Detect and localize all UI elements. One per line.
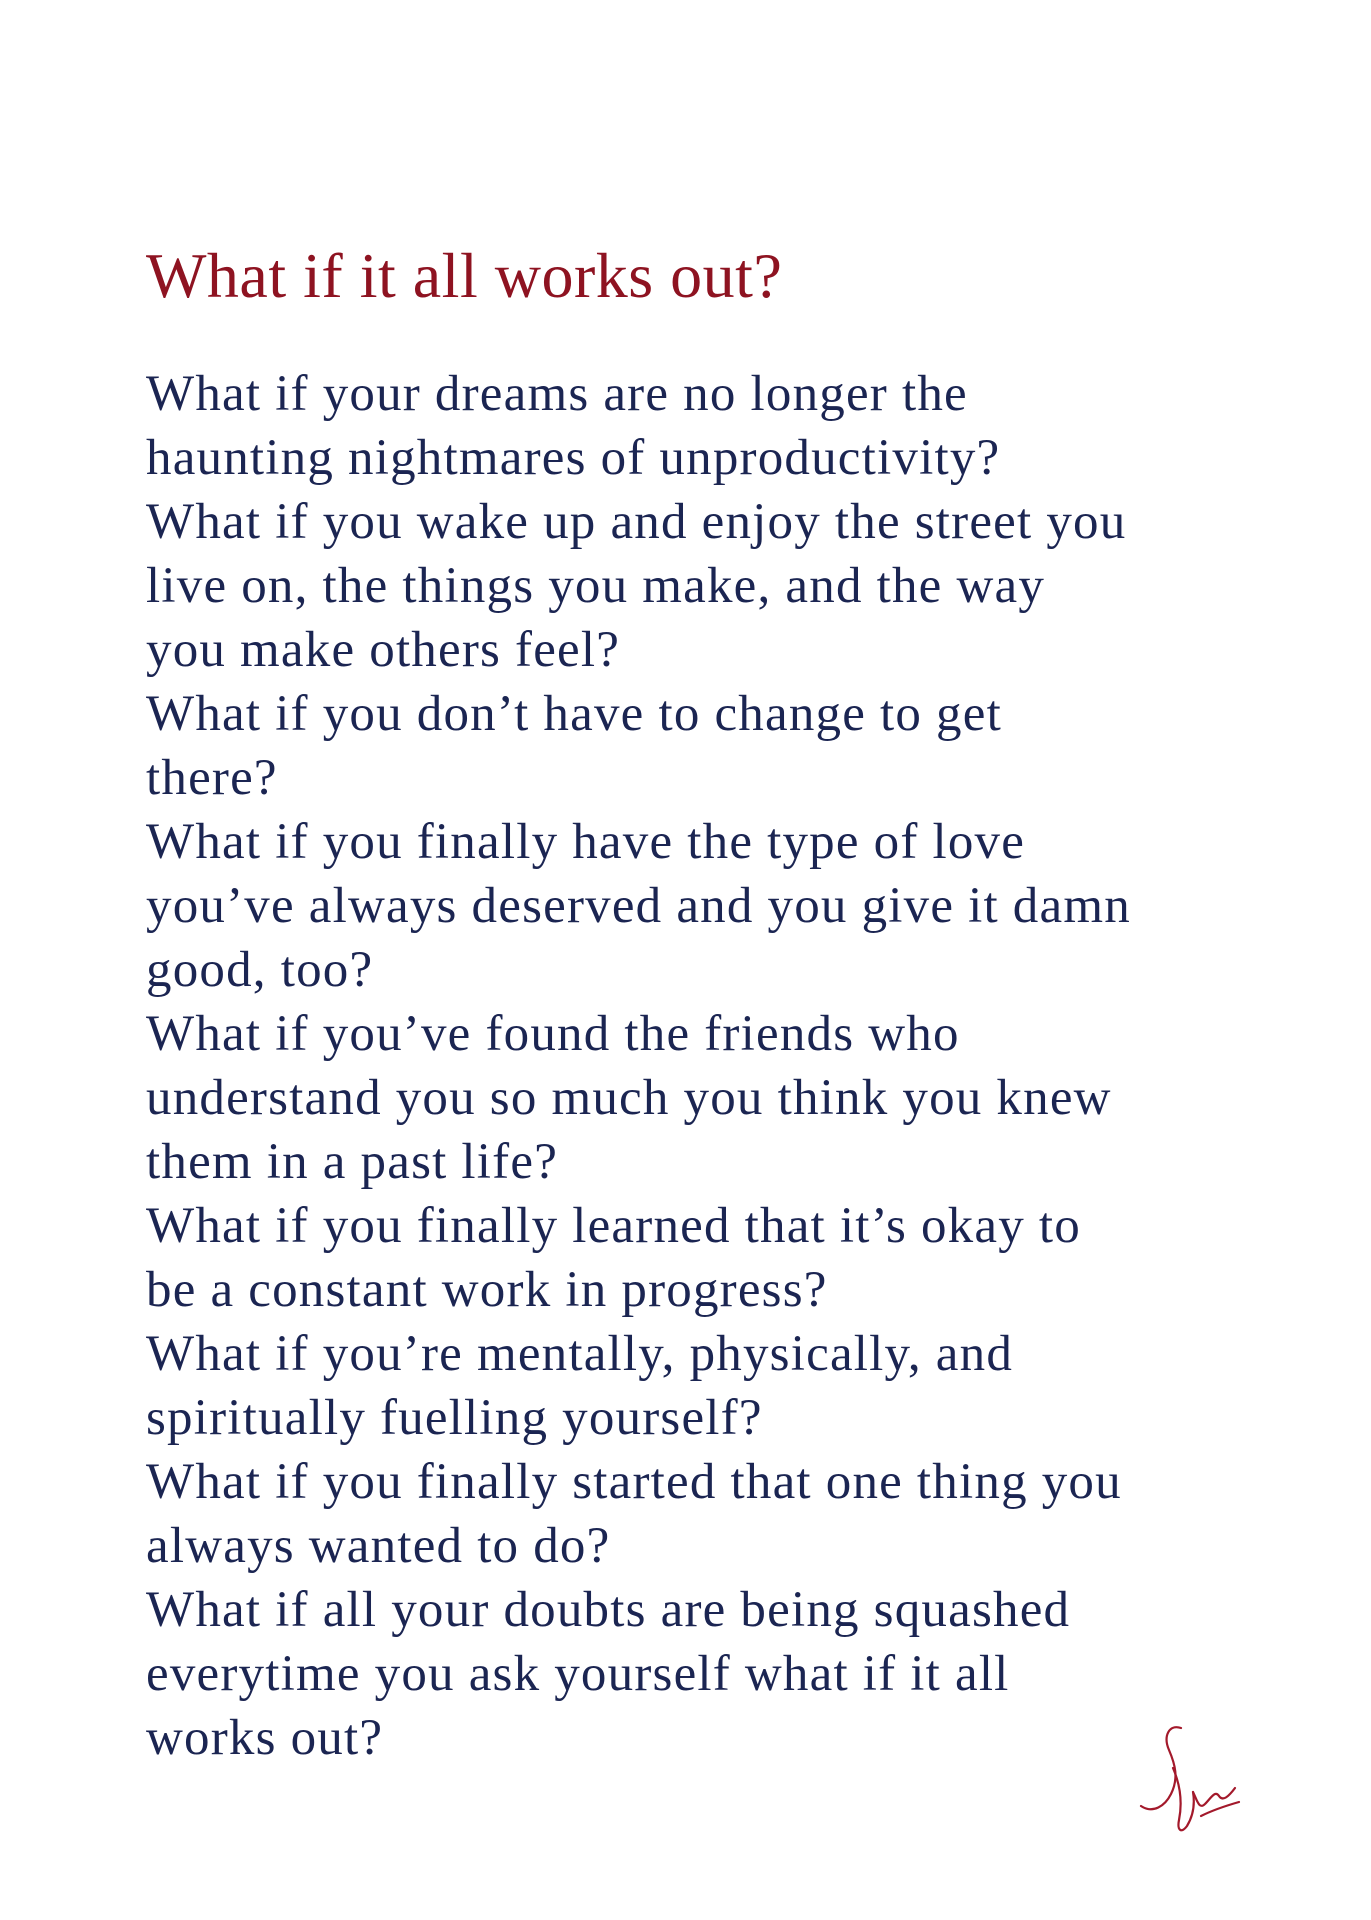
poem-line: What if you wake up and enjoy the street you — [146, 494, 1127, 550]
poem-line: What if your dreams are no longer the — [146, 366, 968, 422]
poem-line: haunting nightmares of unproductivity? — [146, 430, 1001, 486]
poem-title: What if it all works out? — [146, 240, 783, 311]
poem-line: What if you don’t have to change to get — [146, 686, 1002, 742]
poem-line: What if you finally started that one thing you — [146, 1454, 1122, 1510]
poem-body — [146, 362, 1326, 1770]
signature-stroke-s — [1141, 1727, 1181, 1809]
signature-stroke-loop — [1173, 1768, 1194, 1830]
poem-line: everytime you ask yourself what if it all — [146, 1646, 1010, 1702]
poem-line: you’ve always deserved and you give it damn — [146, 878, 1131, 934]
poem-line: them in a past life? — [146, 1134, 559, 1190]
poem-line: What if you’ve found the friends who — [146, 1006, 960, 1062]
poem-line: you make others feel? — [146, 622, 621, 678]
poem-line: there? — [146, 750, 278, 806]
poem-line: What if you’re mentally, physically, and — [146, 1326, 1014, 1382]
poem-line: What if you finally have the type of love — [146, 814, 1026, 870]
signature-stroke-tail — [1193, 1788, 1239, 1816]
poem-line: live on, the things you make, and the way — [146, 558, 1046, 614]
poem-line: What if all your doubts are being squashed — [146, 1582, 1071, 1638]
poem-line: good, too? — [146, 942, 374, 998]
poem-line: be a constant work in progress? — [146, 1262, 828, 1318]
poem-line: spiritually fuelling yourself? — [146, 1390, 763, 1446]
poem-line: always wanted to do? — [146, 1518, 611, 1574]
poem-line: understand you so much you think you knew — [146, 1070, 1112, 1126]
poem-line: works out? — [146, 1710, 384, 1766]
poem-line: What if you finally learned that it’s okay to — [146, 1198, 1081, 1254]
signature-mark — [1135, 1720, 1245, 1840]
